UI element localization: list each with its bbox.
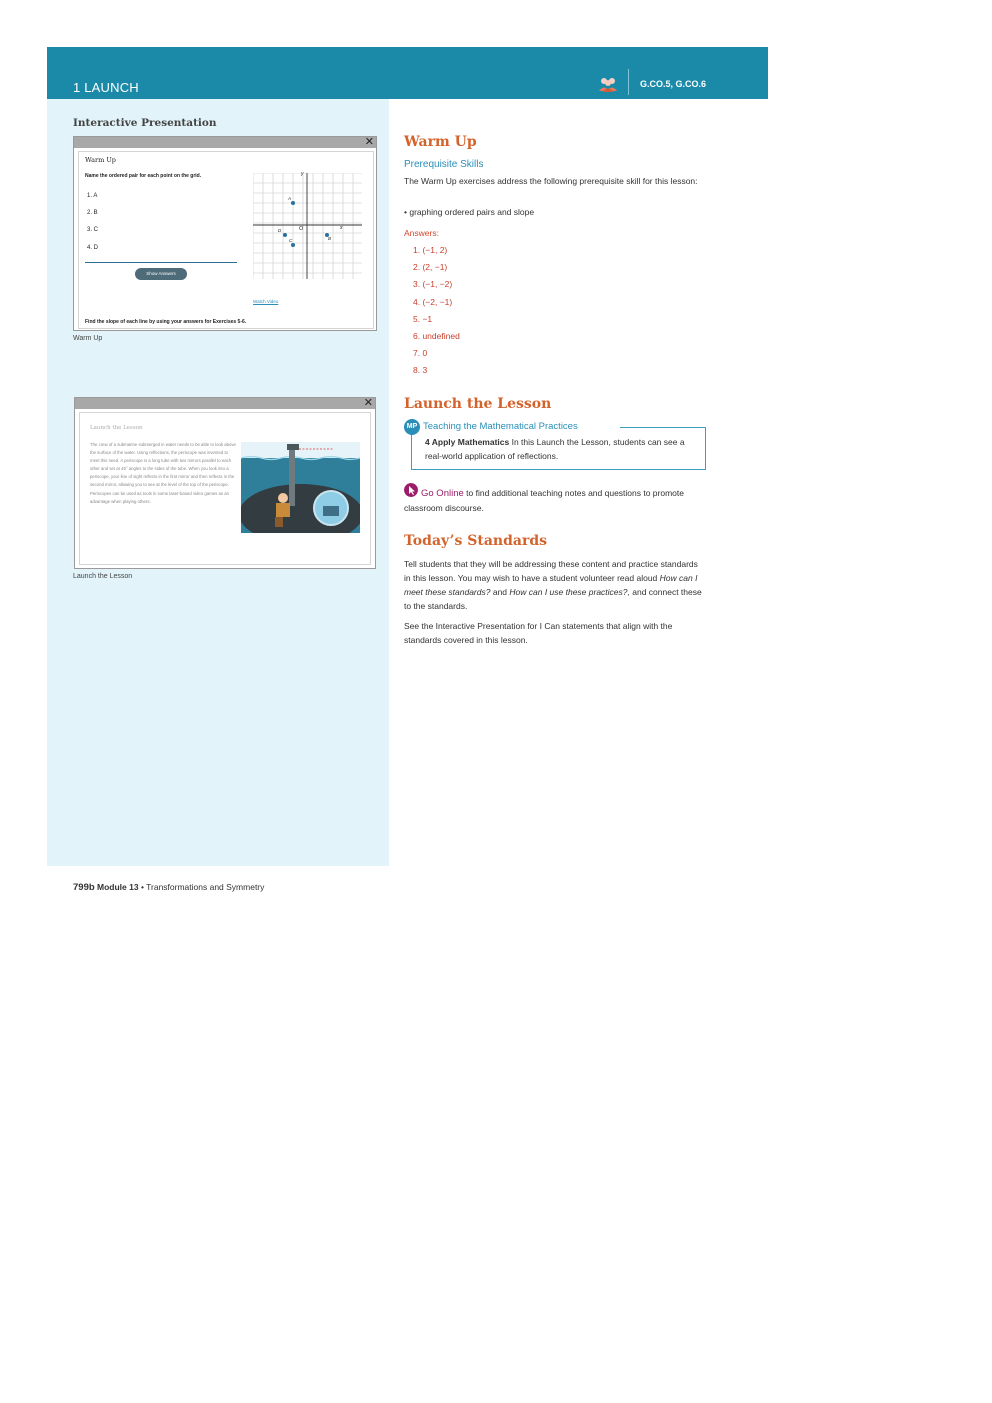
page-footer [73,882,264,893]
mp-bold: 4 Apply Mathematics [425,437,510,447]
go-online-link[interactable]: Go Online [421,488,464,499]
mp-box-top-line [620,427,705,428]
footer-separator: • [138,882,147,892]
show-answers-button[interactable]: Show Answers [135,268,187,280]
warmup-item: 1. A [87,193,98,199]
mp-title: Teaching the Mathematical Practices [423,421,578,432]
point-label-c: C [289,238,293,243]
answers-label: Answers: [404,228,439,238]
header-divider [628,69,629,95]
mp-badge-icon: MP [404,419,420,435]
warmup-intro: The Warm Up exercises address the following prerequisite skill for this lesson: [404,176,698,186]
launch-screen-title: Launch the Lesson [90,425,143,431]
go-online-description: to find additional teaching notes and questions to promote classroom discourse. [404,488,684,513]
section-title: 1 LAUNCH [73,80,139,95]
warmup-caption: Warm Up [73,335,103,342]
coordinate-grid [253,173,362,279]
mp-description: In this Launch the Lesson, students can see a real-world application of reflections. [425,437,685,461]
mp-text [425,435,700,463]
standards-text: and connect these to the standards. [404,587,702,611]
standards-text: Tell students that they will be addressing these content and practice standards in this lesson. You may wish to have a student volunteer read aloud [404,559,698,583]
warmup-item: 2. B [87,210,98,216]
warmup-instruction: Name the ordered pair for each point on the grid. [85,173,202,179]
slope-instruction: Find the slope of each line by using your answers for Exercises 5-6. [85,319,247,325]
answer-item: 3. (−1, −2) [413,279,453,290]
answer-item: 4. (−2, −1) [413,296,453,307]
screen-title-bar [75,398,375,409]
standards-text: and [490,587,510,597]
answer-item: 5. −1 [413,313,433,324]
interactive-presentation-title: Interactive Presentation [73,117,217,129]
close-icon[interactable]: ✕ [363,397,373,409]
header-bar [47,47,768,99]
point-label-a: A [288,196,292,201]
standards-paragraph-1 [404,557,704,613]
answer-underline [85,262,237,263]
answer-item: 1. (−1, 2) [413,245,448,255]
launch-heading: Launch the Lesson [404,396,552,412]
standards-paragraph-2: See the Interactive Presentation for I Can statements that align with the standards covered in this lesson. [404,621,673,645]
prerequisite-skills-heading: Prerequisite Skills [404,159,484,170]
point-label-d: D [278,228,282,233]
close-icon[interactable]: ✕ [364,136,374,148]
standards-code: G.CO.5, G.CO.6 [640,79,707,89]
answers-list [413,243,460,381]
warmup-screen-title: Warm Up [85,156,116,164]
module-label: Module 13 [94,882,139,892]
standards-question: How can I meet these standards? [404,573,698,597]
warmup-item: 4. D [87,245,99,251]
module-title: Transformations and Symmetry [146,882,265,892]
watch-video-link[interactable]: Watch Video [253,299,279,304]
standards-heading: Today’s Standards [404,533,548,549]
answer-item: 8. 3 [413,365,428,376]
launch-screen[interactable] [74,397,376,569]
warmup-bullet: • graphing ordered pairs and slope [404,207,535,217]
point-label-b: B [328,236,332,241]
origin-label: O [299,226,304,232]
x-axis-label: x [340,225,343,231]
go-online-text [404,486,704,515]
answer-item: 7. 0 [413,348,428,359]
screen-title-bar [74,137,376,148]
group-icon [598,76,618,92]
answer-item: 6. undefined [413,330,460,341]
warmup-item: 3. C [87,227,99,233]
warmup-heading: Warm Up [404,134,477,150]
page-number: 799b [73,882,95,893]
launch-paragraph: The crew of a submarine submerged in water needs to be able to look above the surface of the water. Using reflections, the periscope was invented to meet this need. A periscope is a long tube with two mirrors parallel to each other and set at 45° angles to the sides of the tube. When you look into a periscope, your line of sight reflects in the first mirror and then reflects in the second mirror, allowing you to see at the level of the top of the periscope. Periscopes can be used as tools in some laser-based video games as an advantage when playing others. [90,442,236,504]
warmup-screen[interactable] [73,136,377,331]
y-axis-label: y [301,171,304,177]
launch-caption: Launch the Lesson [73,573,133,580]
standards-question: How can I use these practices?, [509,587,630,597]
answer-item: 2. (2, −1) [413,262,448,273]
submarine-periscope-illustration [241,442,360,533]
